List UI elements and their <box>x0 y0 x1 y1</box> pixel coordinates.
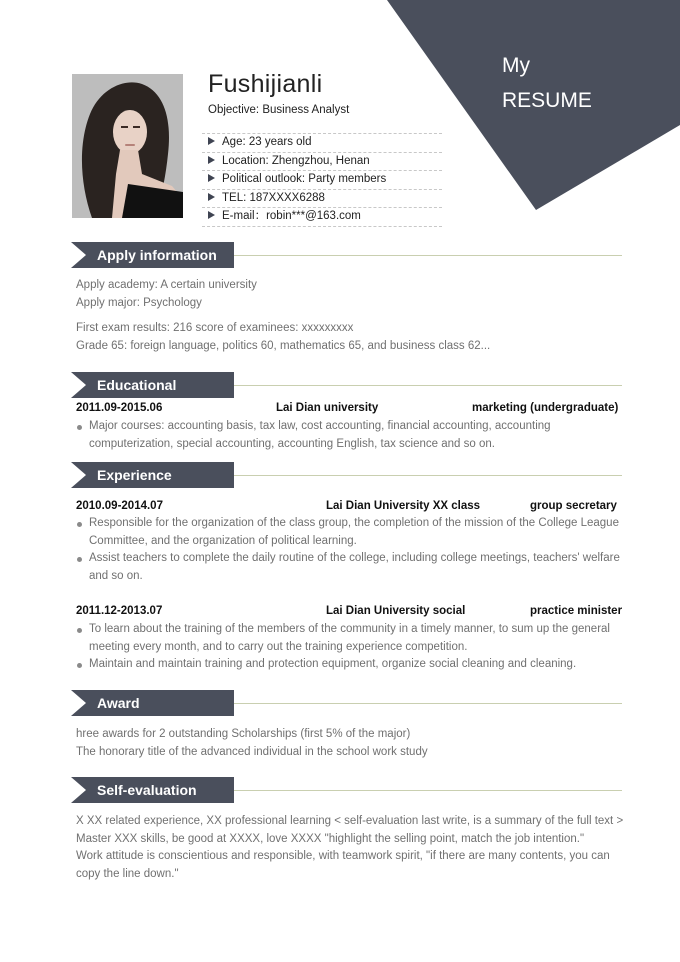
self-eval-line: X XX related experience, XX professional learning < self-evaluation last write, is a summary of the full text > <box>76 815 624 827</box>
entry-role: practice minister <box>530 605 623 617</box>
info-political: Political outlook: Party members <box>202 171 442 190</box>
self-eval-line: Work attitude is conscientious and responsible, with teamwork spirit, "if there are many contents, you can copy the line down." <box>76 850 610 880</box>
bullet-icon <box>77 557 82 562</box>
list-item: Major courses: accounting basis, tax law, cost accounting, financial accounting, accounting computerization, special accounting, accounting English, tax science and so on. <box>76 418 624 453</box>
section-experience-header <box>71 462 622 488</box>
info-location: Location: Zhengzhou, Henan <box>202 153 442 172</box>
entry-role: group secretary <box>530 500 617 512</box>
entry-org: Lai Dian University social <box>326 605 466 617</box>
award-line: hree awards for 2 outstanding Scholarships (first 5% of the major) <box>76 728 411 740</box>
experience-bullets <box>76 621 624 674</box>
list-item: Assist teachers to complete the daily routine of the college, including college meetings, teachers' welfare and so on. <box>76 550 624 585</box>
experience-entry-header <box>76 498 620 515</box>
section-apply-header <box>71 242 622 268</box>
first-exam-results: First exam results: 216 score of examinees: xxxxxxxxx <box>76 322 354 334</box>
profile-photo <box>72 74 183 218</box>
section-self-header <box>71 777 622 803</box>
bullet-icon <box>77 663 82 668</box>
info-age: Age: 23 years old <box>202 133 442 153</box>
arrow-right-icon <box>208 156 215 164</box>
entry-org: Lai Dian University XX class <box>326 500 481 512</box>
entry-date: 2010.09-2014.07 <box>76 500 163 512</box>
section-title: Award <box>97 695 140 711</box>
self-eval-line: Master XXX skills, be good at XXXX, love XXXX "highlight the selling point, match the job intention." <box>76 832 585 845</box>
section-education-header <box>71 372 622 398</box>
list-item: Responsible for the organization of the class group, the completion of the mission of the College League Committee, and the organization of political learning. <box>76 515 624 550</box>
arrow-right-icon <box>208 137 215 145</box>
info-email: E-mail：robin***@163.com <box>202 208 442 227</box>
list-item: To learn about the training of the members of the community in a timely manner, to sum up the general meeting every month, and to carry out the training experience competition. <box>76 621 624 656</box>
bullet-icon <box>77 628 82 633</box>
entry-role: marketing (undergraduate) <box>472 402 619 414</box>
entry-date: 2011.09-2015.06 <box>76 402 163 414</box>
objective: Objective: Business Analyst <box>208 104 350 116</box>
arrow-right-icon <box>208 193 215 201</box>
experience-entry-header <box>76 603 623 620</box>
section-title: Apply information <box>97 247 217 263</box>
self-evaluation-text <box>76 813 626 883</box>
info-tel: TEL: 187XXXX6288 <box>202 190 442 209</box>
section-title: Self-evaluation <box>97 782 197 798</box>
bullet-icon <box>77 522 82 527</box>
education-entry-header <box>76 400 620 417</box>
apply-major: Apply major: Psychology <box>76 297 202 309</box>
entry-date: 2011.12-2013.07 <box>76 605 163 617</box>
corner-title-my: My <box>502 54 530 77</box>
apply-academy: Apply academy: A certain university <box>76 279 257 291</box>
section-award-header <box>71 690 622 716</box>
personal-info-list <box>202 133 442 227</box>
corner-title-resume: RESUME <box>502 89 592 112</box>
bullet-icon <box>77 425 82 430</box>
education-bullets <box>76 418 624 453</box>
section-title: Experience <box>97 467 172 483</box>
experience-bullets <box>76 515 624 585</box>
grade-scores: Grade 65: foreign language, politics 60, mathematics 65, and business class 62... <box>76 340 491 352</box>
section-title: Educational <box>97 377 177 393</box>
arrow-right-icon <box>208 174 215 182</box>
arrow-right-icon <box>208 211 215 219</box>
award-line: The honorary title of the advanced individual in the school work study <box>76 746 428 758</box>
list-item: Maintain and maintain training and protection equipment, organize social cleaning and cleaning. <box>76 656 624 674</box>
entry-org: Lai Dian university <box>276 402 379 414</box>
candidate-name: Fushijianli <box>208 70 323 98</box>
